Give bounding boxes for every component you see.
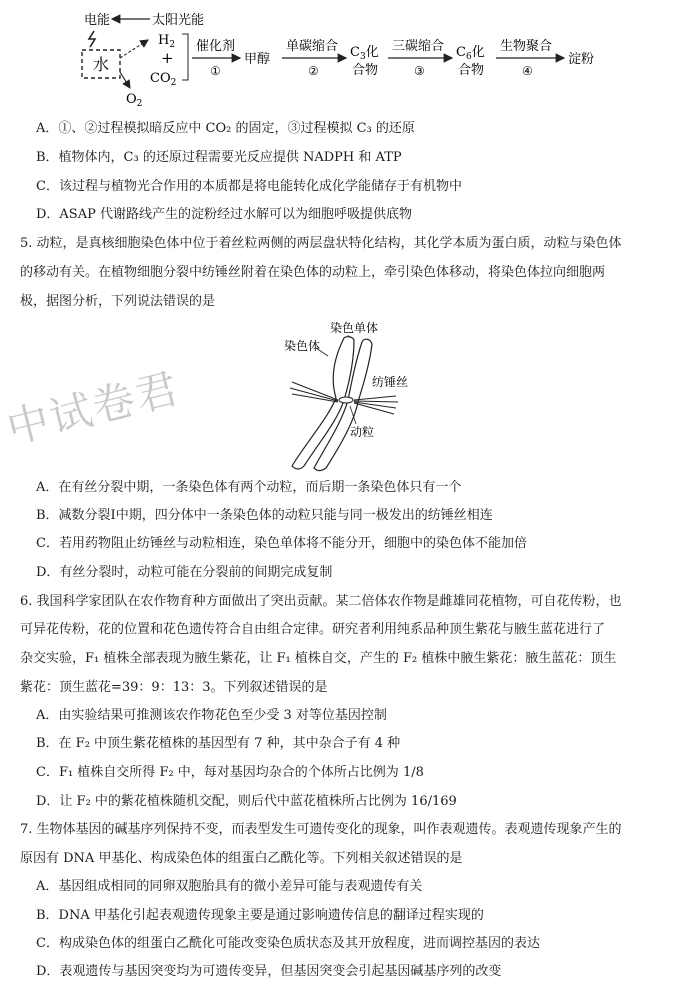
asap-pathway-diagram [60,0,620,115]
q6-stem-line4: 紫花：顶生蓝花=39：9：13：3。下列叙述错误的是 [20,680,328,695]
solar-energy-label: 太阳光能 [152,13,205,28]
centromere [339,397,353,403]
spindle-label: 纺锤丝 [372,375,409,389]
q5-option-c: C．若用药物阻止纺锤丝与动粒相连，染色单体将不能分开，细胞中的染色体不能加倍 [36,536,527,551]
q7-option-b: B．DNA 甲基化引起表观遗传现象主要是通过影响遗传信息的翻译过程实现的 [36,908,484,923]
q4-option-a: A．①、②过程模拟暗反应中 CO₂ 的固定，③过程模拟 C₃ 的还原 [36,121,415,136]
spindle-fibers-left [290,382,338,402]
methanol-label: 甲醇 [244,52,271,67]
q5-option-b: B．减数分裂Ⅰ中期，四分体中一条染色体的动粒只能与同一极发出的纺锤丝相连 [36,508,493,523]
chromatid-label: 染色单体 [330,321,379,335]
q7-option-c: C．构成染色体的组蛋白乙酰化可能改变染色质状态及其开放程度，进而调控基因的表达 [36,936,540,951]
q6-stem-line2: 可异花传粉，花的位置和花色遗传符合自由组合定律。研究者利用纯系品种顶生紫花与腋生蓝花进行了 [20,622,606,637]
c3-label: $C_3$化 [350,45,379,62]
h2-label: $H_2$ [158,33,176,50]
q6-option-b: B．在 F₂ 中顶生紫花植株的基因型有 7 种，其中杂合子有 4 种 [36,736,401,751]
c6-compound-label: 合物 [458,63,485,78]
chromosome-label: 染色体 [284,339,321,353]
q4-option-b: B．植物体内，C₃ 的还原过程需要光反应提供 NADPH 和 ATP [36,150,402,165]
co2-label: $CO_2$ [150,71,177,88]
q5-option-d: D．有丝分裂时，动粒可能在分裂前的间期完成复制 [36,565,333,580]
q5-option-a: A．在有丝分裂中期，一条染色体有两个动粒，而后期一条染色体只有一个 [36,480,462,495]
q7-stem-line2: 原因有 DNA 甲基化、构成染色体的组蛋白乙酰化等。下列相关叙述错误的是 [20,851,463,866]
q6-option-d: D．让 F₂ 中的紫花植株随机交配，则后代中蓝花植株所占比例为 16/169 [36,794,457,809]
q5-stem-line1: 5. 动粒，是真核细胞染色体中位于着丝粒两侧的两层盘状特化结构，其化学本质为蛋白质，动粒与染色体 [20,236,622,251]
q4-option-d: D．ASAP 代谢路线产生的淀粉经过水解可以为细胞呼吸提供底物 [36,207,412,222]
o2-label: $O_2$ [126,92,143,109]
water-label: 水 [93,55,110,74]
q5-stem-line2: 的移动有关。在植物细胞分裂中纺锤丝附着在染色体的动粒上，牵引染色体移动，将染色体拉向细胞两 [20,265,606,280]
q4-option-c: C．该过程与植物光合作用的本质都是将电能转化成化学能储存于有机物中 [36,179,462,194]
q5-stem-line3: 极，据图分析，下列说法错误的是 [20,294,216,309]
single-carbon-label: 单碳缩合 [286,39,339,54]
c6-label: $C_6$化 [456,45,485,62]
triple-carbon-label: 三碳缩合 [392,39,445,54]
spindle-fibers-right [354,396,398,414]
step2-label: ② [308,64,319,78]
step4-label: ④ [522,64,533,78]
c3-compound-label: 合物 [352,63,379,78]
q6-option-a: A．由实验结果可推测该农作物花色至少受 3 对等位基因控制 [36,708,387,723]
plus-sign: + [161,49,174,67]
chromosome-diagram [270,318,420,478]
bio-polymer-label: 生物聚合 [500,39,553,54]
catalyst-label: 催化剂 [196,39,236,54]
q6-stem-line3: 杂交实验，F₁ 植株全部表现为腋生紫花，让 F₁ 植株自交，产生的 F₂ 植株中腋生紫花：腋生蓝花：顶生 [20,651,617,666]
q6-stem-line1: 6. 我国科学家团队在农作物育种方面做出了突出贡献。某二倍体农作物是雌雄同花植物，可自花传粉，也 [20,594,622,609]
step3-label: ③ [414,64,425,78]
step1-label: ① [210,64,221,78]
q6-option-c: C．F₁ 植株自交所得 F₂ 中，每对基因均杂合的个体所占比例为 1/8 [36,765,424,780]
q7-stem-line1: 7. 生物体基因的碱基序列保持不变，而表型发生可遗传变化的现象，叫作表观遗传。表观遗传现象产生的 [20,822,622,837]
q7-option-d: D．表观遗传与基因突变均为可遗传变异，但基因突变会引起基因碱基序列的改变 [36,964,502,979]
electric-energy-label: 电能 [84,13,111,28]
lightning-icon [89,31,95,47]
starch-label: 淀粉 [568,52,595,67]
kinetochore-label: 动粒 [350,425,375,439]
q7-option-a: A．基因组成相同的同卵双胞胎具有的微小差异可能与表观遗传有关 [36,879,423,894]
bracket [182,34,188,80]
watermark: 中试卷君 [1,363,185,454]
